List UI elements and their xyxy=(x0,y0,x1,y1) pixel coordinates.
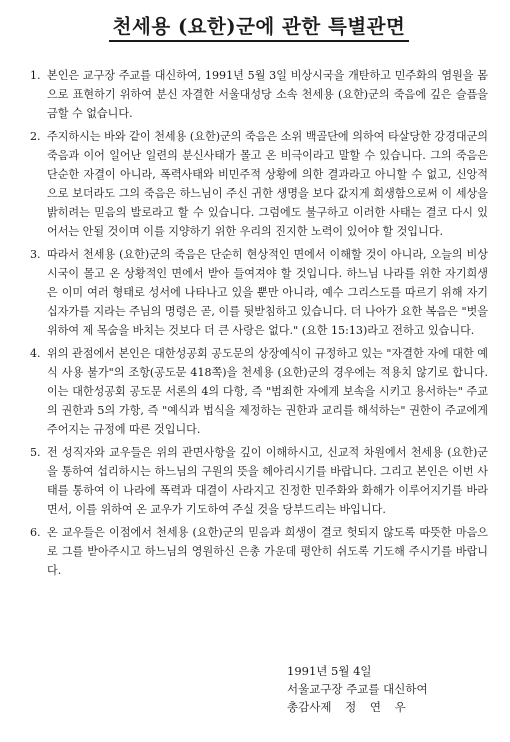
list-item xyxy=(30,66,488,123)
list-item xyxy=(30,443,488,519)
signature-role: 서울교구장 주교를 대신하여 xyxy=(287,682,428,696)
signature-name: 총감사제 정 연 우 xyxy=(287,700,406,714)
item-text: 따라서 천세용 (요한)군의 죽음은 단순히 현상적인 면에서 이해할 것이 아니라, 오늘의 비상시국이 몰고 온 상황적인 면에서 받아 들여져야 할 것입니다. 하느님 나라를 위한 자기희생은 이미 여러 형태로 성서에 나타나고 있을 뿐만 아니라, 예수 그리스도를 따르기 위해 자기 십자가를 지라는 주님의 명령은 곧, 이를 뒷받침하고 있습니다. 더 나아가 요한 복음은 "벗을 위하여 제 목숨을 바치는 것보다 더 큰 사랑은 없다." (요한 15:13)라고 전하고 있습니다. xyxy=(47,248,488,337)
item-number: 5. xyxy=(30,446,41,459)
item-number: 1. xyxy=(30,69,41,82)
item-text: 본인은 교구장 주교를 대신하여, 1991년 5월 3일 비상시국을 개탄하고 민주화의 염원을 몸으로 표현하기 위하여 분신 자결한 서울대성당 소속 천세용 (요한)군의 죽음에 깊은 슬픔을 금할 수 없습니다. xyxy=(47,69,488,120)
signature-date: 1991년 5월 4일 xyxy=(287,664,372,678)
list-item xyxy=(30,523,488,580)
paragraph-list xyxy=(30,66,488,580)
signature-block xyxy=(250,662,428,716)
document-title-text: 천세용 (요한)군에 관한 특별관면 xyxy=(109,15,410,42)
item-number: 6. xyxy=(30,526,41,539)
item-number: 4. xyxy=(30,347,41,360)
item-text: 온 교우들은 이점에서 천세용 (요한)군의 믿음과 희생이 결코 헛되지 않도록 따뜻한 마음으로 그를 받아주시고 하느님의 영원하신 은총 가운데 평안히 쉬도록 기도해 주시기를 바랍니다. xyxy=(47,526,488,577)
item-text: 전 성직자와 교우들은 위의 관면사항을 깊이 이해하시고, 신교적 차원에서 천세용 (요한)군을 통하여 섭리하시는 하느님의 구원의 뜻을 헤아리시기를 바랍니다. 그리고 본인은 이번 사태를 통하여 이 나라에 폭력과 대결이 사라지고 진정한 민주화와 화해가 이루어지기를 바라면서, 이를 위하여 온 교우가 기도하여 주실 것을 당부드리는 바입니다. xyxy=(47,446,488,516)
document-title xyxy=(30,0,488,44)
list-item xyxy=(30,344,488,439)
item-text: 위의 관점에서 본인은 대한성공회 공도문의 상장예식이 규정하고 있는 "자결한 자에 대한 예식 사용 불가"의 조항(공도문 418쪽)을 천세용 (요한)군의 경우에는 적용치 않기로 합니다. 이는 대한성공회 공도문 서론의 4의 다항, 즉 "범죄한 자에게 보속을 시키고 용서하는" 주교의 권한과 5의 가항, 즉 "예식과 법식을 제정하는 권한과 교리를 해석하는" 권한이 주교에게 주어지는 규정에 따른 것입니다. xyxy=(47,347,488,436)
list-item xyxy=(30,127,488,241)
list-item xyxy=(30,245,488,340)
item-text: 주지하시는 바와 같이 천세용 (요한)군의 죽음은 소위 백골단에 의하여 타살당한 강경대군의 죽음과 이어 일어난 일련의 분신사태가 몰고 온 비극이라고 말할 수 있습니다. 그의 죽음은 단순한 자결이 아니라, 폭력사태와 비민주적 상황에 의한 결과라고 아니할 수 없고, 신앙적으로 보더라도 그의 죽음은 하느님이 주신 귀한 생명을 보다 값지게 희생함으로써 이 세상을 밝히려는 믿음의 발로라고 할 수 있습니다. 그럼에도 불구하고 이러한 사태는 결코 다시 있어서는 안될 것이며 이를 지양하기 위한 우리의 진지한 노력이 있어야 할 것입니다. xyxy=(47,130,488,238)
item-number: 2. xyxy=(30,130,41,143)
item-number: 3. xyxy=(30,248,41,261)
